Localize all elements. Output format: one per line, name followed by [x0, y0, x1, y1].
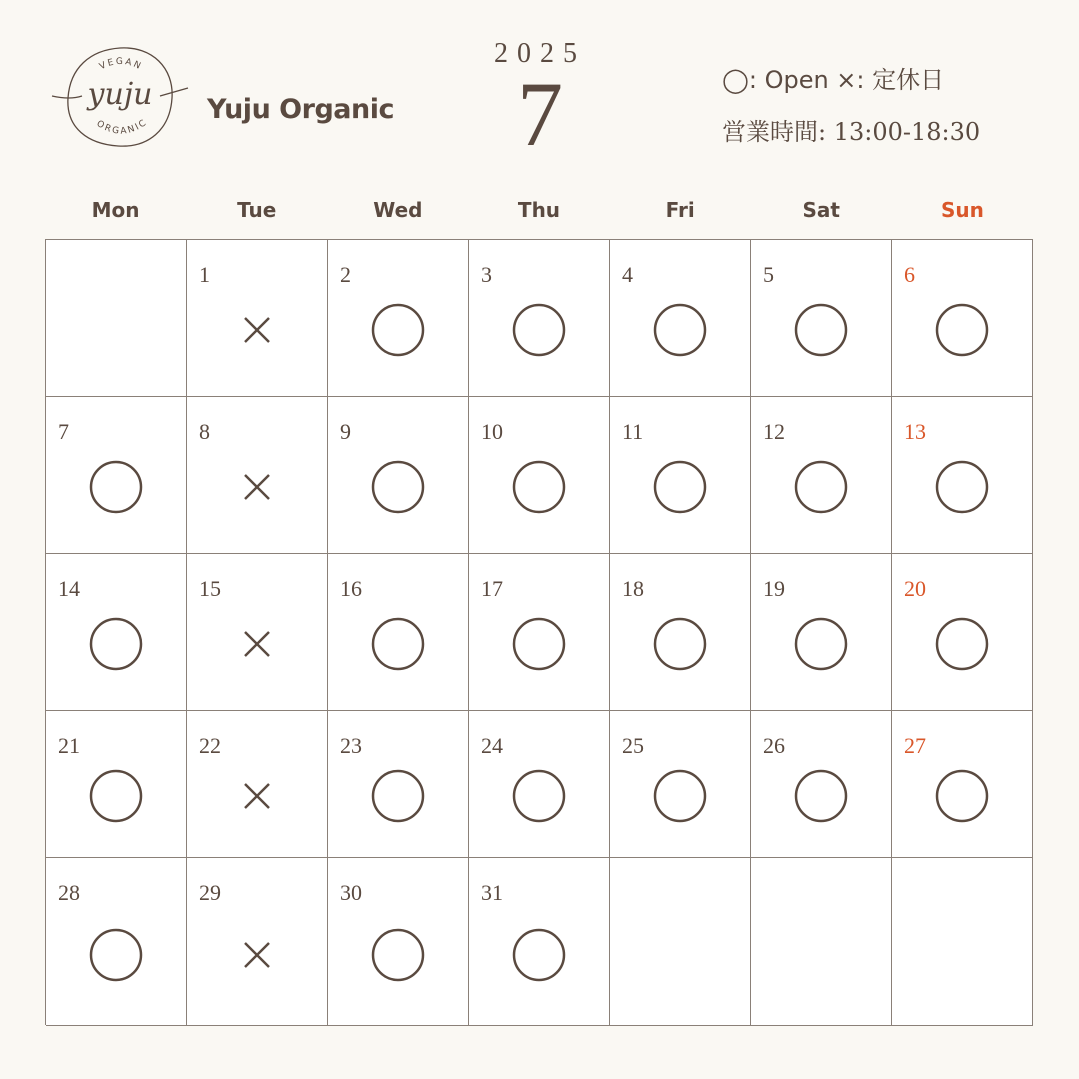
calendar-day-cell	[46, 240, 187, 397]
calendar-day-cell	[469, 554, 610, 711]
open-circle-icon	[793, 768, 849, 824]
logo-bottom-text: ORGANIC	[94, 117, 150, 137]
calendar-month: 7	[517, 63, 563, 165]
calendar-day-cell	[46, 554, 187, 711]
open-circle-icon	[511, 302, 567, 358]
open-circle-icon	[652, 459, 708, 515]
calendar-grid	[45, 239, 1033, 1025]
day-number: 31	[481, 880, 503, 905]
day-number: 8	[199, 419, 210, 444]
open-circle-icon	[511, 768, 567, 824]
calendar-day-cell	[469, 397, 610, 554]
day-number: 2	[340, 262, 351, 287]
day-number: 21	[58, 733, 80, 758]
day-number: 20	[904, 576, 926, 601]
closed-cross-icon	[229, 459, 285, 515]
business-hours: 営業時間: 13:00-18:30	[722, 118, 981, 146]
open-circle-icon	[511, 459, 567, 515]
calendar-day-cell	[46, 858, 187, 1026]
day-number: 17	[481, 576, 503, 601]
day-number: 29	[199, 880, 221, 905]
weekday-sun: Sun	[940, 198, 984, 222]
calendar-day-cell	[469, 240, 610, 397]
day-number: 19	[763, 576, 785, 601]
open-circle-icon	[934, 616, 990, 672]
open-circle-icon	[793, 616, 849, 672]
open-circle-icon	[370, 302, 426, 358]
svg-text:ORGANIC	[95, 117, 150, 136]
brand-name: Yuju Organic	[207, 94, 394, 125]
calendar-day-cell	[892, 858, 1033, 1026]
logo-top-text: VEGAN	[97, 56, 144, 73]
open-circle-icon	[88, 768, 144, 824]
day-number: 9	[340, 419, 351, 444]
calendar-day-cell	[328, 858, 469, 1026]
weekday-sat: Sat	[802, 198, 840, 222]
calendar-day-cell	[187, 397, 328, 554]
day-number: 30	[340, 880, 362, 905]
closed-cross-icon	[229, 616, 285, 672]
open-circle-icon	[88, 927, 144, 983]
closed-cross-icon	[229, 302, 285, 358]
day-number: 13	[904, 419, 926, 444]
legend: ◯: Open ×: 定休日	[722, 66, 945, 94]
open-circle-icon	[652, 768, 708, 824]
day-number: 4	[622, 262, 633, 287]
calendar-day-cell	[751, 858, 892, 1026]
calendar-day-cell	[892, 397, 1033, 554]
open-circle-icon	[88, 459, 144, 515]
weekday-tue: Tue	[237, 198, 277, 222]
day-number: 3	[481, 262, 492, 287]
day-number: 26	[763, 733, 785, 758]
open-circle-icon	[652, 616, 708, 672]
logo-script-text: yuju	[87, 77, 153, 112]
calendar-day-cell	[610, 240, 751, 397]
open-circle-icon	[511, 927, 567, 983]
day-number: 5	[763, 262, 774, 287]
day-number: 15	[199, 576, 221, 601]
open-circle-icon	[511, 616, 567, 672]
day-number: 28	[58, 880, 80, 905]
weekday-thu: Thu	[517, 198, 561, 222]
open-circle-icon	[793, 302, 849, 358]
calendar-day-cell	[610, 554, 751, 711]
day-number: 27	[904, 733, 926, 758]
calendar-day-cell	[610, 711, 751, 858]
closed-cross-icon	[229, 768, 285, 824]
open-circle-icon	[370, 459, 426, 515]
closed-cross-icon	[229, 927, 285, 983]
open-circle-icon	[934, 302, 990, 358]
day-number: 16	[340, 576, 362, 601]
calendar-day-cell	[187, 240, 328, 397]
calendar-day-cell	[751, 711, 892, 858]
open-circle-icon	[934, 459, 990, 515]
open-circle-icon	[370, 616, 426, 672]
day-number: 1	[199, 262, 210, 287]
open-circle-icon	[793, 459, 849, 515]
calendar-day-cell	[469, 711, 610, 858]
calendar-day-cell	[328, 711, 469, 858]
open-circle-icon	[88, 616, 144, 672]
calendar-day-cell	[610, 858, 751, 1026]
calendar-day-cell	[328, 397, 469, 554]
day-number: 22	[199, 733, 221, 758]
open-circle-icon	[370, 768, 426, 824]
calendar-day-cell	[187, 858, 328, 1026]
day-number: 18	[622, 576, 644, 601]
calendar-day-cell	[610, 397, 751, 554]
calendar-day-cell	[751, 554, 892, 711]
calendar-day-cell	[187, 711, 328, 858]
open-circle-icon	[370, 927, 426, 983]
day-number: 24	[481, 733, 503, 758]
weekday-mon: Mon	[91, 198, 140, 222]
weekday-header	[45, 198, 1033, 230]
weekday-wed: Wed	[373, 198, 423, 222]
calendar-day-cell	[469, 858, 610, 1026]
calendar-day-cell	[751, 240, 892, 397]
day-number: 7	[58, 419, 69, 444]
calendar-day-cell	[46, 397, 187, 554]
calendar-day-cell	[187, 554, 328, 711]
calendar-day-cell	[46, 711, 187, 858]
day-number: 12	[763, 419, 785, 444]
svg-text:VEGAN	[98, 57, 144, 72]
calendar-day-cell	[328, 554, 469, 711]
day-number: 10	[481, 419, 503, 444]
open-circle-icon	[652, 302, 708, 358]
day-number: 6	[904, 262, 915, 287]
calendar-year: 2025	[494, 38, 586, 69]
yuju-logo	[50, 40, 190, 155]
calendar-day-cell	[892, 554, 1033, 711]
calendar-day-cell	[328, 240, 469, 397]
day-number: 25	[622, 733, 644, 758]
calendar-day-cell	[751, 397, 892, 554]
weekday-fri: Fri	[665, 198, 695, 222]
calendar-day-cell	[892, 711, 1033, 858]
day-number: 14	[58, 576, 80, 601]
day-number: 23	[340, 733, 362, 758]
open-circle-icon	[934, 768, 990, 824]
day-number: 11	[622, 419, 644, 444]
calendar-day-cell	[892, 240, 1033, 397]
